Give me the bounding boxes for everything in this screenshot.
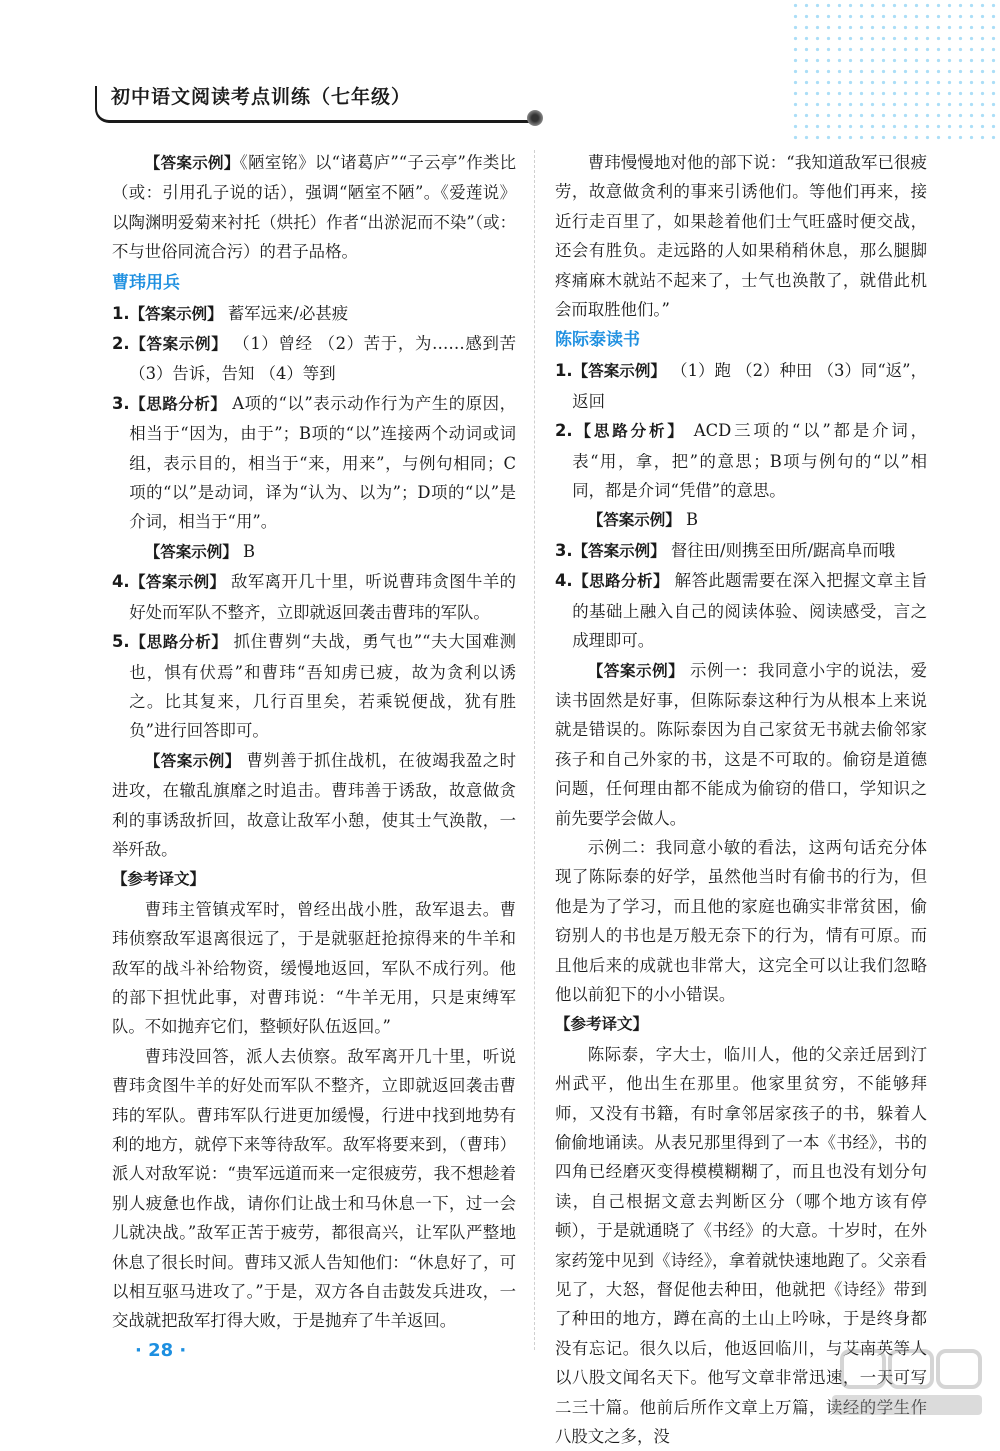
question-item: 4.【答案示例】 敌军离开几十里，听说曹玮贪图牛羊的好处而军队不整齐，立即就返回袭击曹玮的军队。 [112, 572, 516, 622]
translation-paragraph: 曹玮主管镇戎军时，曾经出战小胜，敌军退去。曹玮侦察敌军退离很远了，于是就驱赶抢掠得来的牛羊和敌军的战斗补给物资，缓慢地返回，军队不成行列。他的部下担忧此事，对曹玮说：“牛羊无用，只是束缚军队。不如抛弃它们，整顿好队伍返回。” [112, 899, 516, 1037]
answer-line: 【答案示例】 B [587, 510, 699, 530]
book-title: 初中语文阅读考点训练（七年级） [111, 86, 412, 108]
question-item: 3.【思路分析】 A项的“以”表示动作行为产生的原因，相当于“因为，由于”；B项的“以”连接两个动词或词组，表示目的，相当于“来，用来”，与例句相同；C项的“以”是动词，译为“认为、以为”；D项的“以”是介词，相当于“用”。 [112, 393, 516, 532]
question-item: 2.【思路分析】 ACD三项的“以”都是介词，表“用，拿，把”的意思；B项与例句的“以”相同，都是介词“凭借”的意思。 [555, 421, 927, 501]
answer-line: 【答案示例】 示例一：我同意小宇的说法，爱读书固然是好事，但陈际泰这种行为从根本上来说就是错误的。陈际泰因为自己家贫无书就去偷邻家孩子和自己外家的书，这是不可取的。偷窃是道德问题，任何理由都不能成为偷窃的借口，学知识之前先要学会做人。 [555, 660, 927, 828]
translation-paragraph: 曹玮慢慢地对他的部下说：“我知道敌军已很疲劳，故意做贪利的事来引诱他们。等他们再来，接近行走百里了，如果趁着他们士气旺盛时便交战，还会有胜负。走远路的人如果稍稍休息，那么腿脚疼痛麻木就站不起来了，士气也涣散了，就借此机会而取胜他们。” [555, 153, 927, 320]
answer-text: 《陋室铭》以“诸葛庐”“子云亭”作类比（或：引用孔子说的话），强调“陋室不陋”。《爱莲说》以陶渊明爱菊来衬托（烘托）作者“出淤泥而不染”（或：不与世俗同流合污）的君子品格。 [112, 153, 516, 262]
translation-paragraph: 陈际泰，字大士，临川人，他的父亲迁居到汀州武平，他出生在那里。他家里贫穷，不能够拜师，又没有书籍，有时拿邻居家孩子的书，躲着人偷偷地诵读。从表兄那里得到了一本《书经》，书的四角已经磨灭变得模模糊糊了，而且也没有划分句读，自己根据文意去判断区分（哪个地方该有停顿），于是就通晓了《书经》的大意。十岁时，在外家药笼中见到《诗经》，拿着就快速地跑了。父亲看见了，大怒，督促他去种田，他就把《诗经》带到了种田的地方，蹲在高的土山上吟咏，于是终身都没有忘记。很久以后，他返回临川，与艾南英等人以八股文闻名天下。他写文章非常迅速，一天可写二三十篇。他前后所作文章上万篇，读经的学生作八股文之多，没 [555, 1044, 927, 1447]
question-item: 2.【答案示例】 （1）曾经 （2）苦于，为……感到苦 （3）告诉，告知 （4）等到 [112, 334, 516, 384]
answer-line: 【答案示例】 B [144, 541, 256, 561]
section-title-caowei: 曹玮用兵 [112, 272, 180, 293]
header-bullet-icon [527, 110, 543, 126]
left-column [112, 148, 516, 1336]
right-column [555, 148, 927, 1451]
translation-label-line: 【参考译文】 [112, 870, 206, 889]
translation-paragraph: 曹玮没回答，派人去侦察。敌军离开几十里，听说曹玮贪图牛羊的好处而军队不整齐，立即就返回袭击曹玮的军队。曹玮军队行进更加缓慢，行进中找到地势有利的地方，就停下来等待敌军。敌军将要来到，（曹玮）派人对敌军说：“贵军远道而来一定很疲劳，我不想趁着别人疲惫也作战，请你们让战士和马休息一下，过一会儿就决战。”敌军正苦于疲劳，都很高兴，让军队严整地休息了很长时间。曹玮又派人告知他们：“休息好了，可以相互驱马进攻了。”于是，双方各自击鼓发兵进攻，一交战就把敌军打得大败，于是抛弃了牛羊返回。 [112, 1046, 516, 1331]
question-item: 1.【答案示例】 （1）跑 （2）种田 （3）同“返”，返回 [555, 361, 927, 411]
answer-label: 【答案示例】 [144, 154, 240, 172]
page-header [95, 80, 575, 130]
answer-paragraph [112, 148, 516, 267]
answer-line: 示例二：我同意小敏的看法，这两句话充分体现了陈际泰的好学，虽然他当时有偷书的行为，但他是为了学习，而且他的家庭也确实非常贫困，偷窃别人的书也是万般无奈下的行为，情有可原。而且他后来的成就也非常大，这完全可以让我们忽略他以前犯下的小小错误。 [555, 837, 927, 1004]
question-item: 5.【思路分析】 抓住曹刿“夫战，勇气也”“夫大国难测也，惧有伏焉”和曹玮“吾知虏已疲，故为贪利以诱之。比其复来，几行百里矣，若乘锐便战，犹有胜负”进行回答即可。 [112, 632, 516, 741]
page-number: · 28 · [135, 1340, 187, 1361]
column-divider [534, 150, 535, 1350]
watermark-logo [822, 1343, 992, 1423]
question-item: 1.【答案示例】 蓄军远来/必甚疲 [112, 303, 349, 323]
question-item: 4.【思路分析】 解答此题需要在深入把握文章主旨的基础上融入自己的阅读体验、阅读感受，言之成理即可。 [555, 571, 928, 651]
answer-line: 【答案示例】 曹刿善于抓住战机，在彼竭我盈之时进攻，在辙乱旗靡之时追击。曹玮善于诱敌，故意做贪利的事诱敌折回，故意让敌军小憩，使其士气涣散，一举歼敌。 [112, 750, 516, 859]
translation-label-line: 【参考译文】 [555, 1015, 649, 1034]
header-dot-pattern [790, 0, 1000, 140]
question-item: 3.【答案示例】 督往田/则携至田所/踞高阜而哦 [555, 540, 895, 560]
section-title-chenjitai: 陈际泰读书 [555, 330, 640, 351]
